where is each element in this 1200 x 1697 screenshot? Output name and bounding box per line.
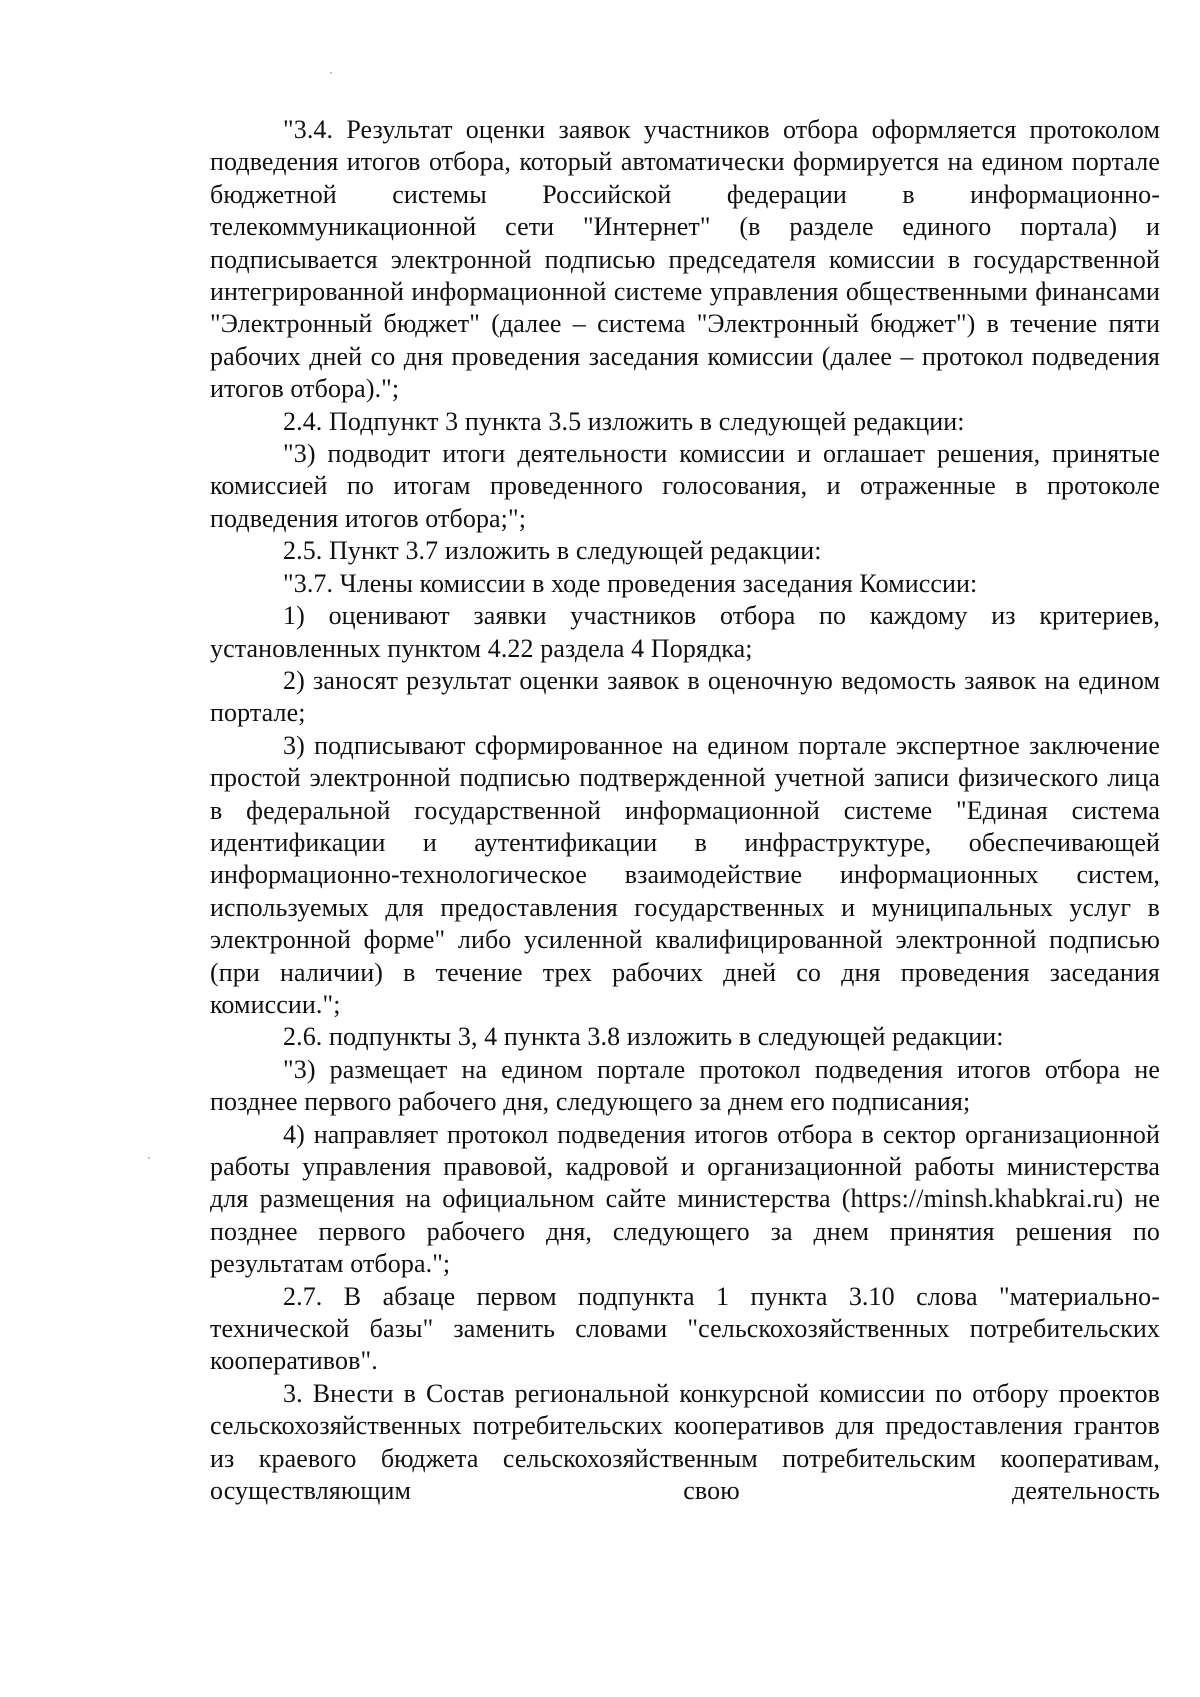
- paragraph-item-3-sign: 3) подписывают сформированное на едином портале экспертное заключение простой электронной подписью подтвержденной учетной записи физического лица в федеральной государственной информационной системе "Единая система идентификации и аутентификации в инфраструктуре, обеспечивающей информационно-технологическое взаимодействие информационных систем, используемых для предоставления государственных и муниципальных услуг в электронной форме" либо усиленной квалифицированной электронной подписью (при наличии) в течение трех рабочих дней со дня проведения заседания комиссии.";: [210, 730, 1160, 1019]
- paragraph-2-6: 2.6. подпункты 3, 4 пункта 3.8 изложить в следующей редакции:: [283, 1022, 1004, 1052]
- paragraph-3: 3. Внести в Состав региональной конкурсной комиссии по отбору проектов сельскохозяйственных потребительских кооперативов для предоставления грантов из краевого бюджета сельскохозяйственным потребительским кооперативам, осуществляющим свою деятельность: [210, 1378, 1160, 1506]
- paragraph-item-1-evaluate: 1) оценивают заявки участников отбора по каждому из критериев, установленных пунктом 4.22 раздела 4 Порядка;: [210, 601, 1160, 663]
- document-body: [210, 114, 1160, 1507]
- paragraph-item-2-record: 2) заносят результат оценки заявок в оценочную ведомость заявок на едином портале;: [210, 665, 1160, 728]
- scan-speck: [330, 72, 332, 74]
- paragraph-subitem-3-publish: "3) размещает на едином портале протокол подведения итогов отбора не позднее первого рабочего дня, следующего за днем его подписания;: [210, 1054, 1160, 1117]
- paragraph-3-4: "3.4. Результат оценки заявок участников отбора оформляется протоколом подведения итогов отбора, который автоматически формируется на едином портале бюджетной системы Российской федерации в информационно-телекоммуникационной сети "Интернет" (в разделе единого портала) и подписывается электронной подписью председателя комиссии в государственной интегрированной информационной системе управления общественными финансами "Электронный бюджет" (далее – система "Электронный бюджет") в течение пяти рабочих дней со дня проведения заседания комиссии (далее – протокол подведения итогов отбора).";: [210, 115, 1160, 404]
- paragraph-2-4: 2.4. Подпункт 3 пункта 3.5 изложить в следующей редакции:: [283, 406, 965, 436]
- scan-speck: [148, 1157, 150, 1159]
- paragraph-subitem-3-results: "3) подводит итоги деятельности комиссии и оглашает решения, принятые комиссией по итогам проведенного голосования, и отраженные в протоколе подведения итогов отбора;";: [210, 439, 1160, 533]
- paragraph-3-7: "3.7. Члены комиссии в ходе проведения заседания Комиссии:: [283, 568, 978, 598]
- paragraph-2-7: 2.7. В абзаце первом подпункта 1 пункта 3.10 слова "материально-технической базы" заменить словами "сельскохозяйственных потребительских кооперативов".: [210, 1281, 1160, 1376]
- paragraph-2-5: 2.5. Пункт 3.7 изложить в следующей редакции:: [283, 536, 822, 566]
- paragraph-subitem-4-send: 4) направляет протокол подведения итогов отбора в сектор организационной работы управления правовой, кадровой и организационной работы министерства для размещения на официальном сайте министерства (https://minsh.khabkrai.ru) не позднее первого рабочего дня, следующего за днем принятия решения по результатам отбора.";: [210, 1119, 1160, 1279]
